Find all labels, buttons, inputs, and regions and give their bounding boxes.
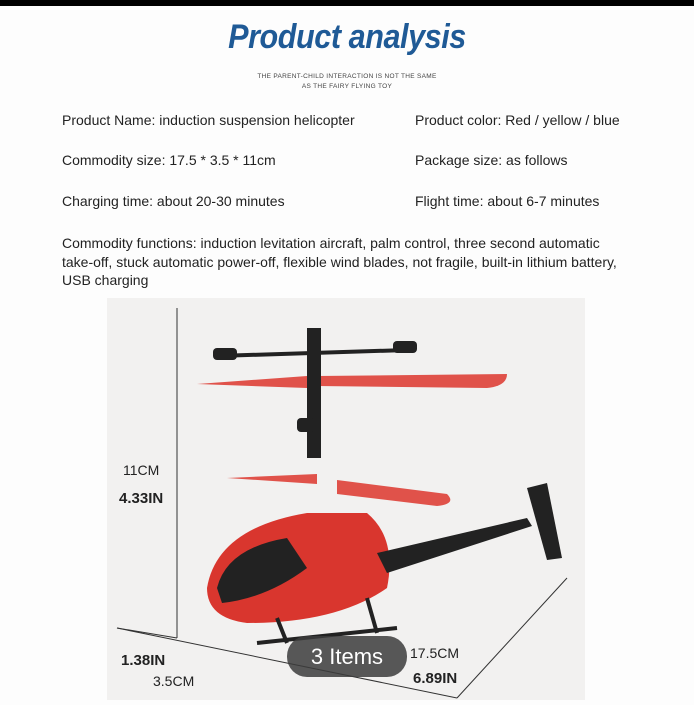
items-count-badge[interactable]: 3 Items	[287, 636, 407, 677]
width-cm: 3.5CM	[153, 673, 195, 689]
width-in: 1.38IN	[121, 652, 166, 669]
length-cm: 17.5CM	[410, 645, 460, 661]
spec-product-color: Product color: Red / yellow / blue	[415, 112, 620, 128]
spec-functions: Commodity functions: induction levitation aircraft, palm control, three second automatic take-off, stuck automatic power-off, flexible wind blades, not fragile, built-in lithium battery, USB charging	[62, 235, 617, 288]
spec-flight-time: Flight time: about 6-7 minutes	[415, 193, 600, 209]
spec-charging-time: Charging time: about 20-30 minutes	[62, 193, 285, 209]
spec-package-size: Package size: as follows	[415, 152, 568, 168]
length-in: 6.89IN	[413, 670, 458, 687]
height-in: 4.33IN	[119, 490, 164, 507]
subtitle: THE PARENT-CHILD INTERACTION IS NOT THE SAME AS THE FAIRY FLYING TOY	[257, 73, 437, 90]
page-title: Product analysis	[228, 18, 466, 56]
spec-product-name: Product Name: induction suspension helicopter	[62, 112, 355, 128]
height-cm: 11CM	[123, 462, 160, 478]
top-bar	[0, 0, 694, 6]
spec-commodity-size: Commodity size: 17.5 * 3.5 * 11cm	[62, 152, 276, 168]
